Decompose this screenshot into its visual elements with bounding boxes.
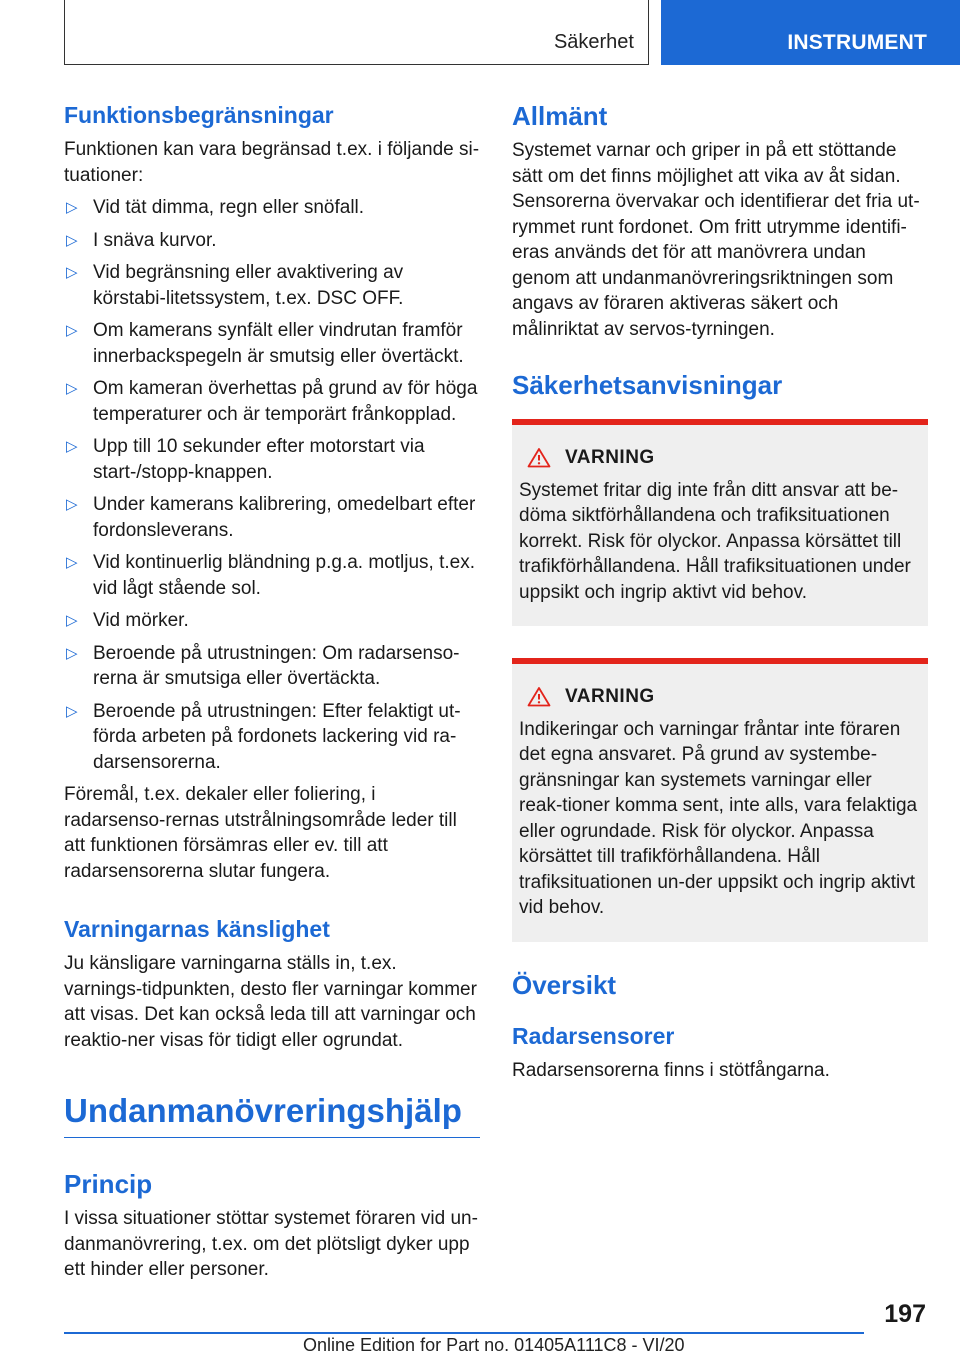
general-text: Systemet varnar och griper in på ett stöttande sätt om det finns möjlighet att vika av åt sidan. Sensorerna övervakar och identifierar det fria ut-rymmet runt fordonet. Om fritt utrymme identifi-eras används det för att manövrera undan genom att undanmanövreringsriktningen som angavs av föraren aktiveras säkert och målinriktat av servos-tyrningen. [512, 140, 920, 340]
warning-text: Systemet fritar dig inte från ditt ansvar att be-döma siktförhållandena och trafiksituationen korrekt. Risk för olyckor. Anpassa körsättet till trafikförhållandena. Håll trafiksituationen under uppsikt och ingrip aktivt vid behov. [519, 479, 911, 603]
main-heading: Undanmanövreringshjälp [64, 1091, 480, 1138]
list-item: ▷ Vid mörker. [64, 608, 480, 634]
overview-heading: Översikt [512, 969, 617, 1000]
right-column [512, 100, 928, 1083]
warning-triangle-icon [527, 447, 551, 468]
header-chapter-label: INSTRUMENT [787, 31, 927, 54]
triangle-bullet-icon: ▷ [66, 496, 78, 513]
list-item: ▷ Vid kontinuerlig bländning p.g.a. motljus, t.ex. vid lågt stående sol. [66, 552, 475, 599]
triangle-bullet-icon: ▷ [66, 264, 78, 281]
header-chapter-tab[interactable] [661, 0, 960, 65]
triangle-bullet-icon: ▷ [66, 380, 78, 397]
triangle-bullet-icon: ▷ [66, 612, 78, 629]
sensitivity-heading: Varningarnas känslighet [64, 916, 330, 942]
warning-label: VARNING [565, 686, 655, 707]
list-item: ▷ Vid tät dimma, regn eller snöfall. [64, 195, 480, 221]
limits-list [64, 195, 480, 775]
limits-outro: Föremål, t.ex. dekaler eller foliering, i radarsenso-rernas utstrålningsområde leder till att funktionen försämras eller ev. till att radarsensorerna slutar fungera. [64, 784, 457, 882]
limits-intro: Funktionen kan vara begränsad t.ex. i följande si-tuationer: [64, 139, 480, 186]
principle-text: I vissa situationer stöttar systemet föraren vid un-danmanövrering, t.ex. om det plötsligt dyker upp ett hinder eller personer. [64, 1208, 478, 1280]
page-number: 197 [884, 1300, 926, 1328]
list-item: ▷ I snäva kurvor. [64, 228, 480, 254]
list-item: ▷ Under kamerans kalibrering, omedelbart efter fordonsleverans. [66, 494, 476, 541]
list-item: ▷ Vid begränsning eller avaktivering av körstabi-litetssystem, t.ex. DSC OFF. [66, 262, 404, 309]
triangle-bullet-icon: ▷ [66, 231, 78, 249]
list-item: ▷ Om kameran överhettas på grund av för höga temperaturer och är temporärt frånkopplad. [66, 378, 478, 425]
warning-box [512, 658, 928, 942]
radar-heading: Radarsensorer [512, 1022, 675, 1049]
warning-triangle-icon [527, 686, 551, 707]
header-section-box [64, 0, 649, 65]
list-item: ▷ Beroende på utrustningen: Om radarsenso-rerna är smutsiga eller övertäckta. [66, 642, 460, 689]
triangle-bullet-icon: ▷ [66, 554, 78, 571]
triangle-bullet-icon: ▷ [66, 702, 78, 720]
footer-edition: Online Edition for Part no. 01405A111C8 - VI/20 [303, 1335, 685, 1355]
left-column [64, 100, 480, 1283]
warning-title [527, 445, 920, 471]
limits-heading: Funktionsbegränsningar [64, 102, 334, 128]
warning-label: VARNING [565, 447, 655, 468]
header-section-label: Säkerhet [553, 31, 634, 53]
list-item: ▷ Upp till 10 sekunder efter motorstart via start-/stopp-knappen. [66, 436, 425, 483]
list-item: ▷ Om kamerans synfält eller vindrutan framför innerbackspegeln är smutsig eller övertäckt. [66, 320, 464, 367]
safety-heading: Säkerhetsanvisningar [512, 370, 783, 400]
footer-divider [64, 1332, 864, 1334]
radar-text: Radarsensorerna finns i stötfångarna. [512, 1059, 830, 1081]
warning-text: Indikeringar och varningar fråntar inte föraren det egna ansvaret. På grund av systembe-gränsningar kan systemets varningar eller reak-tioner komma sent, inte alls, vara felaktiga eller ogrundade. Risk för olyckor. Anpassa körsättet till trafikförhållandena. Håll trafiksituationen un-der uppsikt och ingrip aktivt vid behov. [519, 718, 918, 918]
triangle-bullet-icon: ▷ [66, 322, 78, 339]
general-heading: Allmänt [512, 101, 608, 131]
triangle-bullet-icon: ▷ [66, 199, 78, 216]
warning-box [512, 419, 928, 626]
list-item: ▷ Beroende på utrustningen: Efter felaktigt ut-förda arbeten på fordonets lackering vid ra-darsensorerna. [66, 700, 461, 773]
triangle-bullet-icon: ▷ [66, 644, 78, 662]
sensitivity-text: Ju känsligare varningarna ställs in, t.ex. varnings-tidpunkten, desto fler varningar kommer att visas. Det kan också leda till att varningar och reaktio-ner visas för tidigt eller ogrundat. [64, 953, 477, 1051]
warning-title [527, 684, 920, 710]
triangle-bullet-icon: ▷ [66, 438, 78, 455]
principle-heading: Princip [64, 1169, 153, 1199]
